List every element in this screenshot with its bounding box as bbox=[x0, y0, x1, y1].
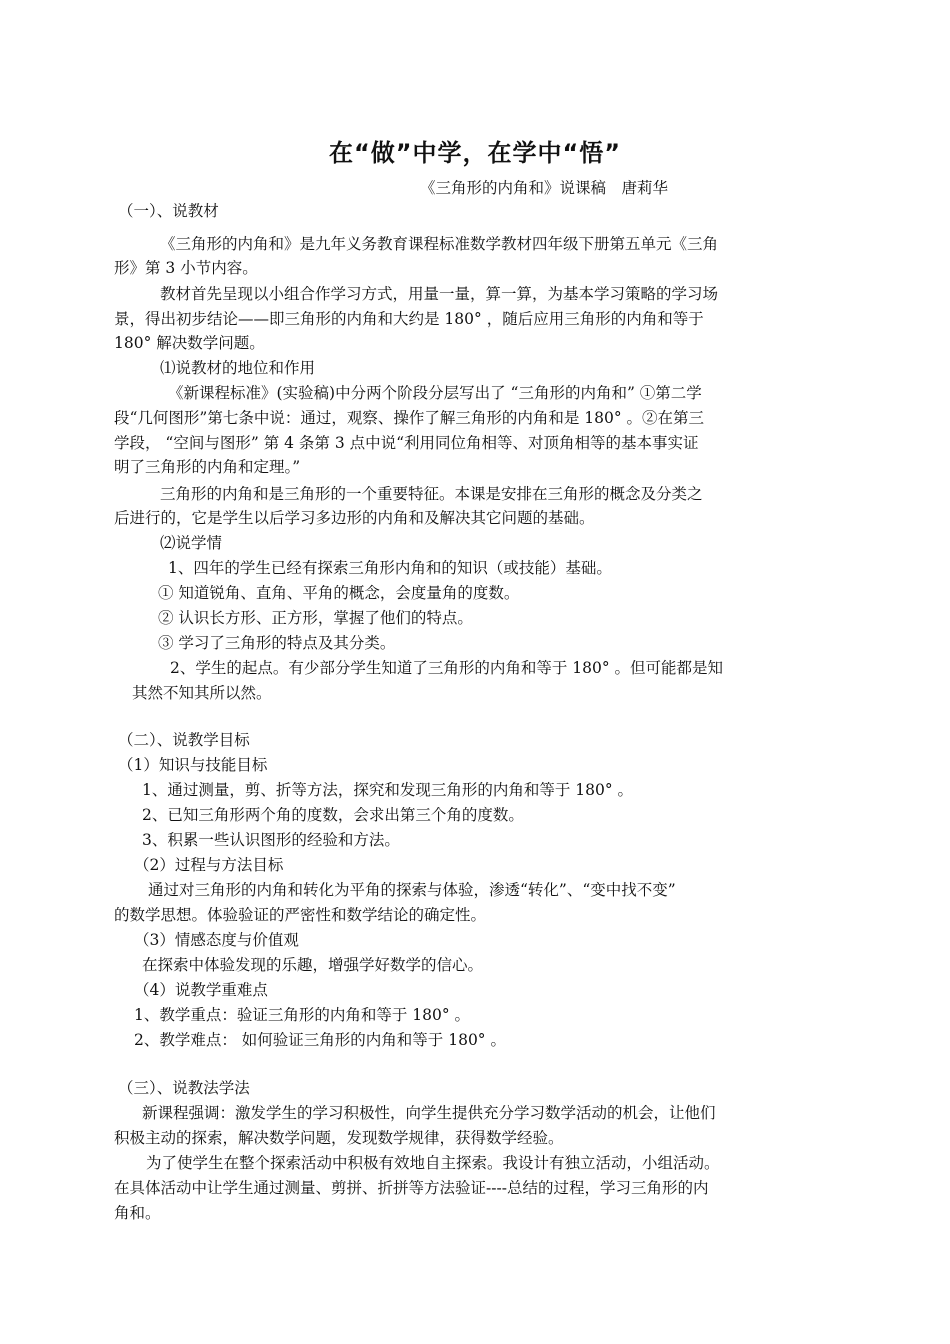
text-line: 三角形的内角和是三角形的一个重要特征。本课是安排在三角形的概念及分类之 bbox=[160, 485, 703, 503]
text-line: 2、教学难点： 如何验证三角形的内角和等于 180° 。 bbox=[134, 1031, 506, 1049]
text-line: 为了使学生在整个探索活动中积极有效地自主探索。我设计有独立活动，小组活动。 bbox=[146, 1154, 720, 1172]
text-line: 其然不知其所以然。 bbox=[132, 684, 272, 702]
text-line: 角和。 bbox=[114, 1204, 161, 1222]
text-line: 2、学生的起点。有少部分学生知道了三角形的内角和等于 180° 。但可能都是知 bbox=[170, 659, 724, 677]
text-line: （1）知识与技能目标 bbox=[118, 756, 268, 774]
document-title: 在“做”中学，在学中“悟” bbox=[328, 139, 622, 167]
text-line: 的数学思想。体验验证的严密性和数学结论的确定性。 bbox=[114, 906, 487, 924]
text-line: 2、已知三角形两个角的度数，会求出第三个角的度数。 bbox=[142, 806, 524, 824]
text-line: （3）情感态度与价值观 bbox=[134, 931, 299, 949]
document-subtitle: 《三角形的内角和》说课稿 唐莉华 bbox=[420, 179, 669, 197]
text-line: 180° 解决数学问题。 bbox=[114, 334, 265, 352]
text-line: （2）过程与方法目标 bbox=[134, 856, 284, 874]
text-line: 段“几何图形”第七条中说：通过，观察、操作了解三角形的内角和是 180° 。②在第三 bbox=[114, 409, 705, 427]
text-line: 1、四年的学生已经有探索三角形内角和的知识（或技能）基础。 bbox=[168, 559, 612, 577]
text-line: 形》第 3 小节内容。 bbox=[114, 259, 258, 277]
text-line: 1、通过测量，剪、折等方法，探究和发现三角形的内角和等于 180° 。 bbox=[142, 781, 634, 799]
text-line: 《三角形的内角和》是九年义务教育课程标准数学教材四年级下册第五单元《三角 bbox=[160, 235, 719, 253]
text-line: ⑵说学情 bbox=[160, 534, 223, 552]
text-line: 3、积累一些认识图形的经验和方法。 bbox=[142, 831, 400, 849]
text-line: ② 认识长方形、正方形，掌握了他们的特点。 bbox=[158, 609, 473, 627]
text-line: ③ 学习了三角形的特点及其分类。 bbox=[158, 634, 396, 652]
text-line: 景，得出初步结论——即三角形的内角和大约是 180° ，随后应用三角形的内角和等于 bbox=[114, 310, 704, 328]
text-line: 通过对三角形的内角和转化为平角的探索与体验，渗透“转化”、“变中找不变” bbox=[148, 881, 676, 899]
text-line: 学段， “空间与图形” 第 4 条第 3 点中说“利用同位角相等、对顶角相等的基本事实证 bbox=[114, 434, 699, 452]
text-line: 在具体活动中让学生通过测量、剪拼、折拼等方法验证----总结的过程，学习三角形的内 bbox=[114, 1179, 709, 1197]
text-line: 积极主动的探索，解决数学问题，发现数学规律，获得数学经验。 bbox=[114, 1129, 564, 1147]
text-line: 在探索中体验发现的乐趣，增强学好数学的信心。 bbox=[142, 956, 484, 974]
text-line: （4）说教学重难点 bbox=[134, 981, 268, 999]
text-line: 1、教学重点：验证三角形的内角和等于 180° 。 bbox=[134, 1006, 471, 1024]
text-line: 明了三角形的内角和定理。” bbox=[114, 458, 301, 476]
text-line: 新课程强调：激发学生的学习积极性，向学生提供充分学习数学活动的机会，让他们 bbox=[142, 1104, 716, 1122]
text-line: （一）、说教材 bbox=[118, 202, 219, 220]
text-line: 《新课程标准》(实验稿)中分两个阶段分层写出了 “三角形的内角和” ①第二学 bbox=[168, 384, 702, 402]
text-line: ① 知道锐角、直角、平角的概念，会度量角的度数。 bbox=[158, 584, 520, 602]
text-line: 教材首先呈现以小组合作学习方式，用量一量，算一算，为基本学习策略的学习场 bbox=[160, 285, 719, 303]
text-line: 后进行的，它是学生以后学习多边形的内角和及解决其它问题的基础。 bbox=[114, 509, 595, 527]
text-line: （三）、说教法学法 bbox=[118, 1079, 250, 1097]
text-line: （二）、说教学目标 bbox=[118, 731, 250, 749]
text-line: ⑴说教材的地位和作用 bbox=[160, 359, 316, 377]
